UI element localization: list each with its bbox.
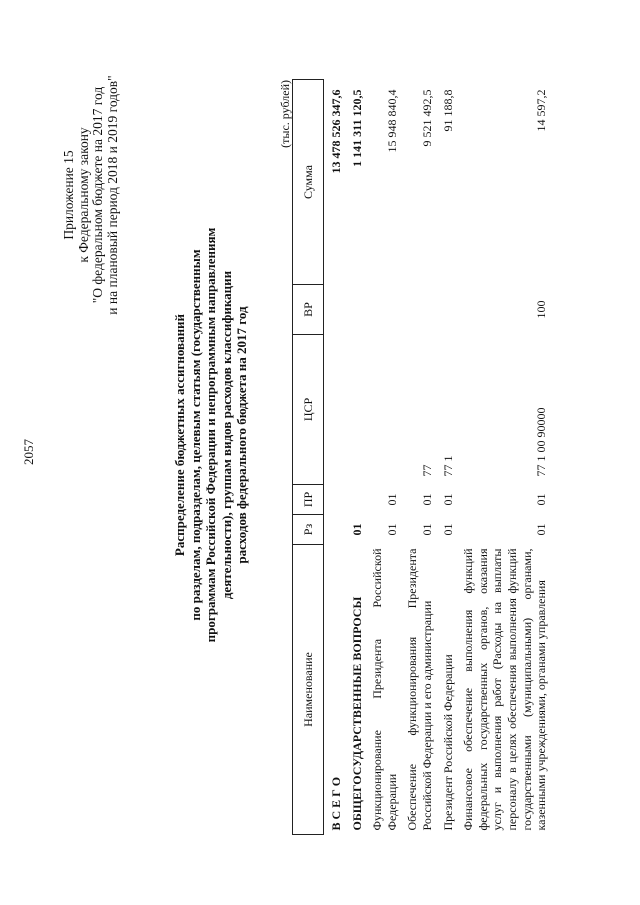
table-row (367, 80, 402, 835)
row-sum: 13 478 526 347,6 (329, 89, 343, 174)
row-vr (402, 285, 437, 335)
header-name: Наименование (293, 545, 324, 835)
row-name: В С Е Г О (329, 776, 343, 831)
row-vr (326, 285, 347, 335)
title-line-3: программам Российской Федерации и непрограммным направлениям (203, 227, 218, 643)
row-pr: 01 (534, 493, 549, 506)
document-title (172, 155, 250, 715)
table-row (458, 80, 552, 835)
page-number: 2057 (21, 439, 36, 465)
row-csr: 77 (419, 464, 434, 477)
appendix-line-3: "О федеральном бюджете на 2017 год (90, 86, 105, 304)
row-name: Функционирование Президента Российской Федерации (370, 548, 399, 831)
row-sum: 1 141 311 120,5 (349, 89, 364, 167)
title-line-5: расходов федерального бюджета на 2017 год (234, 306, 249, 564)
row-csr (347, 335, 368, 485)
row-name: ОБЩЕГОСУДАРСТВЕННЫЕ ВОПРОСЫ (349, 596, 364, 831)
row-rz: 01 (440, 523, 455, 536)
row-csr: 77 1 00 90000 (534, 407, 549, 477)
budget-table (292, 79, 552, 835)
header-vr: ВР (293, 285, 324, 335)
row-rz (326, 515, 347, 545)
row-sum: 9 521 492,5 (419, 89, 434, 147)
header-rz: Рз (293, 515, 324, 545)
table-row (326, 80, 347, 835)
table-row (347, 80, 368, 835)
row-sum: 14 597,2 (534, 89, 549, 132)
row-vr (438, 285, 459, 335)
row-name: Президент Российской Федерации (440, 654, 455, 831)
units-label: (тыс. рублей) (278, 80, 292, 148)
row-name: Обеспечение функционирования Президента Российской Федерации и его администрации (405, 548, 434, 831)
title-line-2: по разделам, подразделам, целевым статьям (государственным (187, 249, 203, 621)
header-csr: ЦСР (293, 335, 324, 485)
row-vr (347, 285, 368, 335)
row-pr (347, 485, 368, 515)
row-rz: 01 (384, 523, 399, 536)
appendix-line-2: к Федеральному закону (75, 127, 91, 263)
row-vr (367, 285, 402, 335)
row-pr (326, 485, 347, 515)
row-sum: 15 948 840,4 (384, 89, 399, 153)
header-sum: Сумма (293, 80, 324, 285)
row-sum: 91 188,8 (440, 89, 455, 132)
row-csr: 77 1 (440, 455, 455, 477)
row-csr (367, 335, 402, 485)
title-line-1: Распределение бюджетных ассигнований (172, 313, 187, 557)
row-name: Финансовое обеспечение выполнения функций федеральных государственных органов, оказания услуг и выполнения работ (Расходы на выплаты персоналу в целях обеспечения выполнения функций государственными (муниципальными) органами, казенными учреждениями, органами управления (461, 548, 549, 831)
row-pr: 01 (440, 493, 455, 506)
row-pr: 01 (384, 493, 399, 506)
row-csr (326, 335, 347, 485)
row-rz: 01 (419, 523, 434, 536)
appendix-line-1: Приложение 15 (61, 150, 76, 240)
row-rz: 01 (534, 523, 549, 536)
row-rz: 01 (349, 523, 364, 536)
appendix-line-4: и на плановый период 2018 и 2019 годов" (104, 75, 120, 315)
table-row (438, 80, 459, 835)
title-line-4: деятельности), группам видов расходов классификации (218, 270, 234, 600)
appendix-header (62, 45, 120, 345)
table-header-row (293, 80, 324, 835)
header-pr: ПР (293, 485, 324, 515)
row-vr: 100 (534, 300, 549, 319)
row-pr: 01 (419, 493, 434, 506)
table-row (402, 80, 437, 835)
